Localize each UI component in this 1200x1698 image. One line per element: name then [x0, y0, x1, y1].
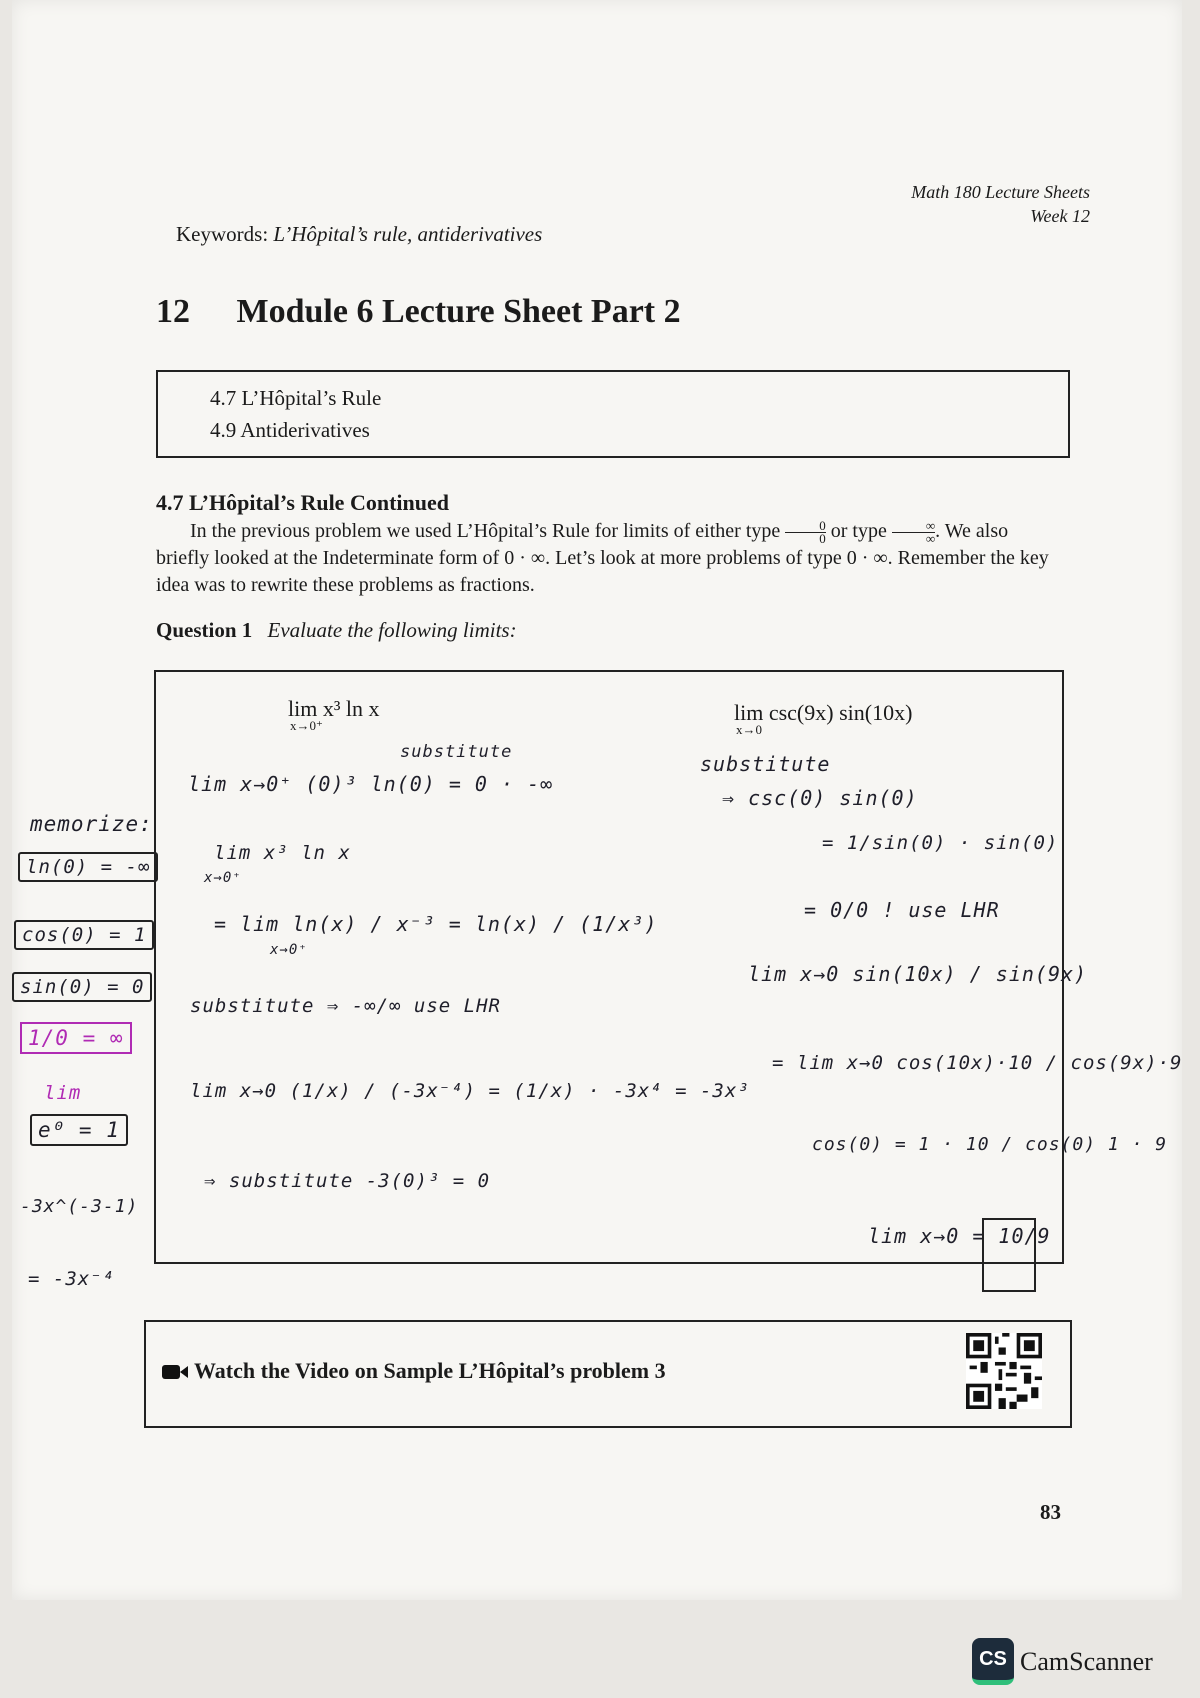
memo-title: memorize: [30, 812, 153, 836]
hw-line: = 0/0 ! use LHR [804, 898, 1000, 922]
intro-paragraph [156, 518, 1066, 599]
paragraph-text: In the previous problem we used L’Hôpital’s Rule for limits of either type [190, 520, 781, 542]
hw-line: substitute ⇒ -∞/∞ use LHR [190, 995, 501, 1017]
keywords-label: Keywords: [176, 222, 269, 246]
video-link[interactable] [162, 1358, 666, 1384]
memo-power-rule: -3x^(-3-1) [20, 1196, 139, 1217]
hw-line: ⇒ substitute -3(0)³ = 0 [204, 1170, 491, 1192]
hw-line: substitute [400, 742, 513, 762]
question-text: Evaluate the following limits: [267, 618, 517, 642]
memo-lim: lim [44, 1082, 82, 1104]
section-heading [156, 293, 681, 331]
paragraph-text: . We also briefly looked at the Indeterminate form of 0 · ∞. Let’s look at more problems of type 0 · ∞. Remember the key idea was to rewrite these problems as fractions. [156, 520, 1049, 596]
inf-over-inf-fraction: $\frac{\infty}{\infty}$ [892, 520, 935, 545]
keywords-value: L’Hôpital’s rule, antiderivatives [273, 222, 543, 246]
toc-item: 4.7 L’Hôpital’s Rule [210, 386, 382, 410]
question-prompt [156, 618, 517, 643]
camscanner-text: CamScanner [1020, 1646, 1153, 1676]
hw-line: = 1/sin(0) · sin(0) [822, 832, 1059, 854]
qr-code-icon[interactable] [966, 1333, 1042, 1409]
hw-line: = lim ln(x) / x⁻³ = ln(x) / (1/x³) [214, 912, 658, 936]
hw-line: ⇒ csc(0) sin(0) [722, 786, 918, 810]
contents-box [156, 370, 1070, 458]
camscanner-watermark [972, 1638, 1153, 1685]
running-header [911, 180, 1090, 228]
limit-expression-1: lim x³ ln x x→0⁺ [288, 696, 380, 733]
hw-line: x→0⁺ [270, 942, 308, 958]
hw-line: lim x→0 = 10/9 [868, 1224, 1051, 1248]
week-label: Week 12 [1030, 206, 1090, 226]
video-camera-icon [162, 1365, 180, 1379]
hw-line: x→0⁺ [204, 870, 242, 886]
paragraph-text: or type [830, 520, 887, 542]
hw-line: lim x→0 (1/x) / (-3x⁻⁴) = (1/x) · -3x⁴ = -3x³ [190, 1080, 750, 1102]
memo-sin: sin(0) = 0 [12, 972, 152, 1002]
toc-item: 4.9 Antiderivatives [210, 418, 370, 442]
memo-cos: cos(0) = 1 [14, 920, 154, 950]
memo-ln: ln(0) = -∞ [18, 852, 158, 882]
memo-exp: e⁰ = 1 [30, 1114, 128, 1146]
keywords-line [176, 222, 542, 247]
answer-box [982, 1218, 1036, 1292]
hw-line: substitute [700, 752, 831, 776]
section-number: 12 [156, 293, 190, 330]
limit-expression-2: lim csc(9x) sin(10x) x→0 [734, 700, 913, 737]
hw-line: = lim x→0 cos(10x)·10 / cos(9x)·9 [772, 1052, 1183, 1074]
camscanner-logo: CS [972, 1638, 1014, 1685]
subsection-title: 4.7 L’Hôpital’s Rule Continued [156, 490, 449, 515]
course-title: Math 180 Lecture Sheets [911, 182, 1090, 202]
video-label: Watch the Video on Sample L’Hôpital’s problem 3 [194, 1358, 666, 1383]
memo-one-over-zero: 1/0 = ∞ [20, 1022, 132, 1054]
question-label: Question 1 [156, 618, 253, 642]
hw-line: lim x→0 sin(10x) / sin(9x) [748, 962, 1088, 986]
hw-line: lim x³ ln x [214, 842, 351, 864]
hw-line: lim x→0⁺ (0)³ ln(0) = 0 · -∞ [188, 772, 554, 796]
zero-over-zero-fraction: $\frac{0}{0}$ [785, 520, 826, 545]
page-number: 83 [1040, 1500, 1061, 1524]
section-title: Module 6 Lecture Sheet Part 2 [236, 293, 681, 330]
hw-line: cos(0) = 1 · 10 / cos(0) 1 · 9 [812, 1134, 1168, 1155]
memo-result: = -3x⁻⁴ [28, 1268, 116, 1290]
